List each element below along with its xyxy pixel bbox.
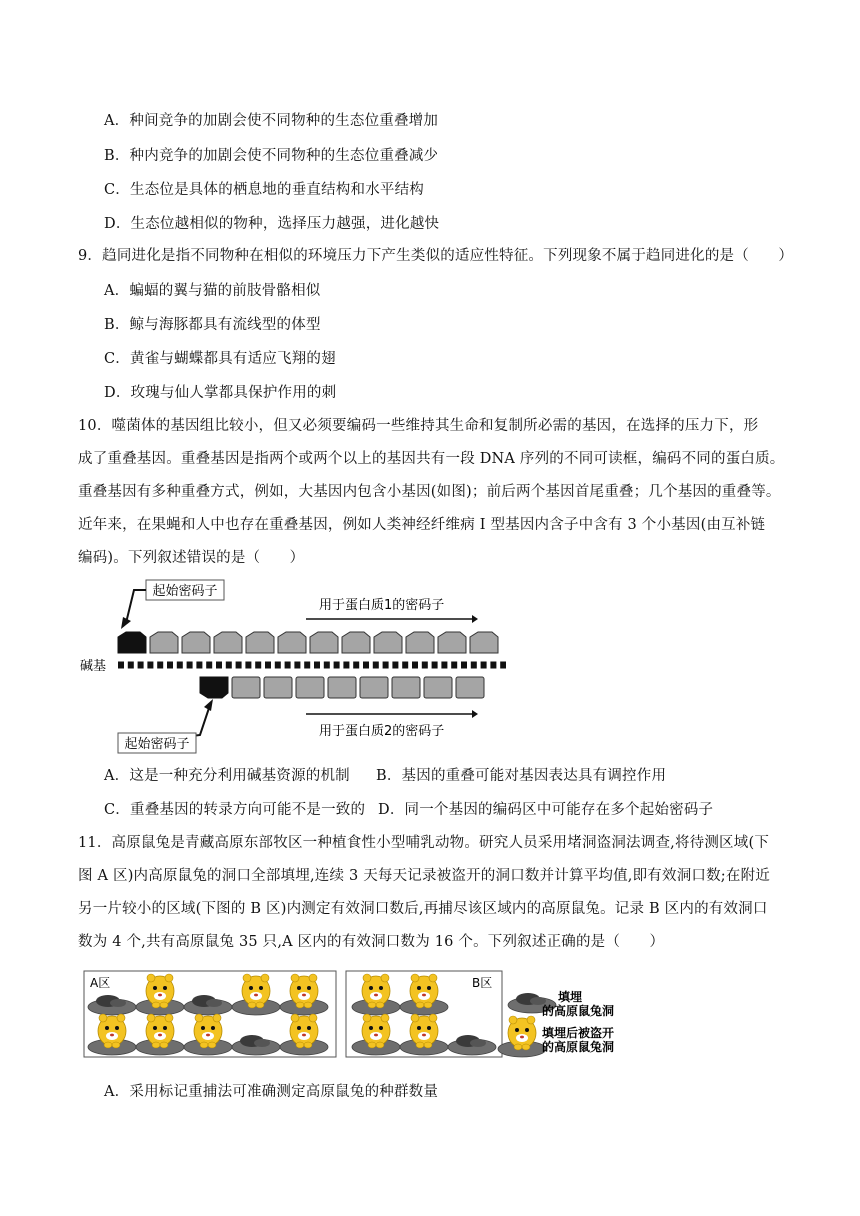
legend-filled-line-1: 填埋: [558, 990, 583, 1004]
q9-option-a: A．蝙蝠的翼与猫的前肢骨骼相似: [104, 283, 321, 299]
legend-filled-line-2: 的高原鼠兔洞: [542, 1004, 615, 1018]
overlapping-gene-figure: [74, 575, 514, 760]
q8-option-d: D．生态位越相似的物种，选择压力越强，进化越快: [104, 216, 440, 232]
legend-burrow-opened-icon: [498, 1016, 546, 1057]
q10-option-a: A．这是一种充分利用碱基资源的机制: [104, 768, 350, 784]
arrow-head-icon: [121, 617, 131, 629]
codon-bottom: [232, 677, 260, 698]
q9-option-d: D．玫瑰与仙人掌都具保护作用的刺: [104, 385, 337, 401]
q10-stem-line-4: 近年来，在果蝇和人中也存在重叠基因，例如人类神经纤维病 I 型基因内含子中含有 3 个小基因(由互补链: [78, 517, 766, 533]
q11-stem-line-3: 另一片较小的区域(下图的 B 区)内测定有效洞口数后,再捕尽该区域内的高原鼠兔。记录 B 区内的有效洞口: [78, 901, 768, 917]
codon-top: [278, 632, 306, 653]
codon-bottom: [392, 677, 420, 698]
start-codon-1: [118, 632, 146, 653]
q9-option-b: B．鲸与海豚都具有流线型的体型: [104, 317, 321, 333]
start-codon-top-label: 起始密码子: [152, 584, 218, 599]
q10-option-c: C．重叠基因的转录方向可能不是一致的: [104, 802, 366, 818]
protein2-label: 用于蛋白质2的密码子: [319, 724, 445, 739]
q10-option-b: B．基因的重叠可能对基因表达具有调控作用: [376, 768, 667, 784]
top-codon-row: [118, 632, 498, 653]
protein2-arrow-head-icon: [472, 710, 478, 718]
codon-top: [470, 632, 498, 653]
codon-top: [182, 632, 210, 653]
codon-top: [214, 632, 242, 653]
start-codon-bottom-label: 起始密码子: [124, 737, 190, 752]
start-codon-2: [200, 677, 228, 698]
protein1-arrow-head-icon: [472, 615, 478, 623]
codon-bottom: [264, 677, 292, 698]
q10-stem-line-2: 成了重叠基因。重叠基因是指两个或两个以上的基因共有一段 DNA 序列的不同可读框，编码不同的蛋白质。: [78, 451, 785, 467]
bases-label: 碱基: [80, 659, 107, 674]
codon-bottom: [456, 677, 484, 698]
q8-option-a: A．种间竞争的加剧会使不同物种的生态位重叠增加: [104, 113, 439, 129]
q8-option-b: B．种内竞争的加剧会使不同物种的生态位重叠减少: [104, 148, 439, 164]
codon-top: [406, 632, 434, 653]
codon-top: [246, 632, 274, 653]
pika-burrow-figure: [80, 965, 640, 1061]
start-codon-top-arrow: [126, 590, 146, 623]
q10-option-d: D．同一个基因的编码区中可能存在多个起始密码子: [378, 802, 714, 818]
codon-top: [150, 632, 178, 653]
codon-top: [374, 632, 402, 653]
area-b-label: B区: [472, 976, 493, 990]
protein1-label: 用于蛋白质1的密码子: [319, 598, 445, 613]
arrow-head-icon: [204, 699, 213, 711]
codon-bottom: [360, 677, 388, 698]
q11-option-a: A．采用标记重捕法可准确测定高原鼠兔的种群数量: [104, 1084, 439, 1100]
codon-top: [438, 632, 466, 653]
codon-bottom: [328, 677, 356, 698]
q11-stem-line-1: 11．高原鼠兔是青藏高原东部牧区一种植食性小型哺乳动物。研究人员采用堵洞盗洞法调查,将待测区域(下: [78, 835, 770, 851]
q11-stem-line-2: 图 A 区)内高原鼠兔的洞口全部填埋,连续 3 天每天记录被盗开的洞口数并计算平均值,即有效洞口数;在附近: [78, 868, 770, 884]
codon-top: [342, 632, 370, 653]
q10-stem-line-1: 10．噬菌体的基因组比较小，但又必须要编码一些维持其生命和复制所必需的基因，在选择的压力下，形: [78, 418, 759, 434]
q8-option-c: C．生态位是具体的栖息地的垂直结构和水平结构: [104, 182, 424, 198]
codon-bottom: [296, 677, 324, 698]
legend-opened-line-2: 的高原鼠兔洞: [542, 1040, 615, 1054]
q10-stem-line-3: 重叠基因有多种重叠方式，例如，大基因内包含小基因(如图)；前后两个基因首尾重叠；几个基因的重叠等。: [78, 484, 781, 500]
area-a-label: A区: [90, 976, 111, 990]
bottom-codon-row: [200, 677, 484, 698]
q10-stem-line-5: 编码)。下列叙述错误的是（ ）: [78, 550, 305, 566]
codon-bottom: [424, 677, 452, 698]
q9-stem: 9．趋同进化是指不同物种在相似的环境压力下产生类似的适应性特征。下列现象不属于趋同进化的是（ ）: [78, 248, 794, 264]
codon-top: [310, 632, 338, 653]
legend-opened-line-1: 填埋后被盗开: [542, 1026, 615, 1040]
q11-stem-line-4: 数为 4 个,共有高原鼠兔 35 只,A 区内的有效洞口数为 16 个。下列叙述正确的是（ ）: [78, 934, 665, 950]
start-codon-bottom-arrow: [184, 705, 210, 737]
q9-option-c: C．黄雀与蝴蝶都具有适应飞翔的翅: [104, 351, 336, 367]
